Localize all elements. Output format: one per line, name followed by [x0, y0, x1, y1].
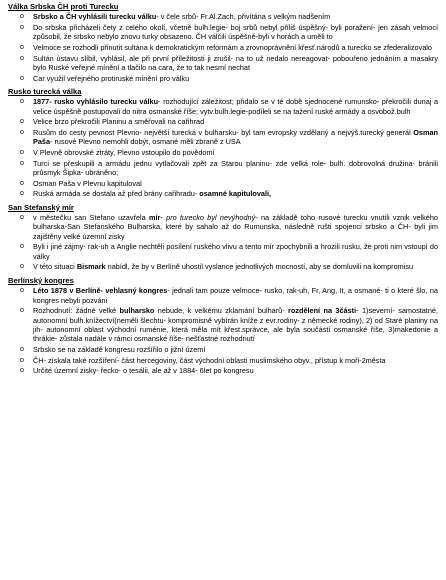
italic-text: pro turecko byl nevýhodný — [166, 213, 256, 222]
text-run: Velmoce se rozhodli přinutit sultána k demokratickým reformám a zrovnoprávnění křesť.národů a turecko se zfederalizovalo — [33, 43, 432, 52]
text-run: nebude, k velkému zklamání bulharů- — [154, 306, 289, 316]
bullet-item — [8, 117, 438, 126]
text-run: Určité územní zisky- řecko- o tesálii, ale až v 1884- 6let po kongresu — [33, 366, 254, 376]
bold-text: osamné kapitulovali, — [199, 189, 272, 199]
bullet-item — [8, 306, 438, 344]
text-run: V Plevně obrovské ztráty, Plevno vstoupilo do povědomí — [33, 148, 215, 157]
bullet-item — [8, 286, 438, 305]
bullet-item — [8, 345, 438, 354]
text-run: Osman Paša v Plevnu kapituloval — [33, 178, 142, 188]
bold-text: Léto 1878 v Berlíně- vehlasný kongres — [33, 286, 168, 296]
text-run: Do srbska přicházeli čety z celého okolí, včetně bulh.legie- boj srbů nebyl příliš úspěšný- byli poražení- jen zásah velmocí způsobil, že srbsko nebylo znovu turky obsazeno. ČH válčili úspěšně-byli v horách a uměli to — [33, 23, 438, 42]
bold-text: Osman Paša — [33, 128, 438, 147]
bold-text: bulharsko — [119, 306, 155, 316]
bullet-item — [8, 159, 438, 178]
text-run: Rusům do cesty pevnost Plevno- největší turecká v bulharsku- byl tam evropsky vzdělaný a nejvýš.turecký generál — [33, 128, 414, 137]
text-run: - rusové Plevno nemohli dobýt, osmané měli zbraně z USA — [50, 137, 241, 147]
text-run: V této situaci — [33, 262, 77, 272]
bullet-item — [8, 54, 438, 73]
section-heading: San Stefanský mír — [8, 202, 74, 212]
section — [8, 87, 438, 199]
text-run: ČH- získala také rozšíření- část hercegoviny, část východní oblasti muslimského obyv., přístup k moři-2města — [33, 355, 386, 365]
bullet-item — [8, 213, 438, 241]
text-run: - jednali tam pouze velmoce- rusko, rak-uh, Fr, Ang, It, a osmané- ti o které šlo, na kongres nebyli pozváni — [33, 286, 438, 305]
text-run: Rozhodnutí: žádné velké — [33, 306, 120, 316]
text-run: Byli i jiné zájmy- rak-uh a Anglie nechtěli posílení ruského vlivu a tento mír zpochybnili a hrozili rusku, že proti nim vstoupí do války — [33, 242, 438, 261]
bullet-item — [8, 128, 438, 147]
bold-text: Bismark — [76, 262, 106, 272]
text-run: - — [160, 213, 167, 222]
bullet-item — [8, 366, 438, 375]
section — [8, 2, 438, 83]
text-run: - 1)severní- samostatné, autonomní bulh.knížectví(neměli šlechtu- kompromisně vybírán kníže z evr.rodiny- z německé rodiny), 2) od Staré planiny na jih- autonomní oblast východní ruménie, která měla mít křest.správce, ale byla součástí osmanské říše, 3)makedonie a thrákie- zůstala nadále v rámci osmanské říše- nešťastné rozhodnutí — [33, 306, 438, 344]
section-heading: Rusko turecká válka — [8, 87, 82, 96]
section — [8, 276, 438, 376]
bullet-list — [8, 12, 438, 83]
text-run: Car využil veřejného protiruské mínění pro válku — [33, 73, 190, 83]
bullet-item — [8, 242, 438, 261]
bullet-item — [8, 262, 438, 271]
bold-text: 1877- rusko vyhlásilo turecku válku — [33, 97, 159, 107]
bullet-item — [8, 97, 438, 116]
bold-text: mír — [149, 213, 161, 222]
bullet-list — [8, 213, 438, 272]
text-run: v městečku san Stefano uzavřela — [33, 213, 150, 222]
text-run: - rozhodující záležitost; přidalo se v té době sjednocené rumunsko- překročili dunaj a velice úspěšně postupovali do nitra osmanské říše; vytv.bulh.legie-podíleli se na tažení ruské armády a osvobož.bulh — [33, 97, 439, 116]
section-heading: Berlínský kongres — [8, 275, 74, 285]
section — [8, 203, 438, 272]
bullet-list — [8, 286, 438, 375]
bullet-item — [8, 74, 438, 83]
bold-text: Srbsko a ČH vyhlásili turecku válku — [33, 12, 157, 22]
text-run: - na základě toho rusové turecku vnutili vznik velkého bulharska-San Stefanského Bulharska, které by sahalo až do Rumunska, následně rušti spojenci srbsko a ČH- byli jim zajištěny velké územní zisky — [33, 213, 438, 241]
bold-text: rozdělení na 3části — [288, 306, 357, 316]
text-run: - v čele srbů- Fr.Al.Zach, přivítána s velkým nadšením — [156, 12, 331, 22]
text-run: Turci se přeskupili a armádu jednu vytlačovali zpět za Starou planinu- zde velká role- bulh. dobrovolná družina- bránili průsmyk Šipka- ubráněno; — [33, 158, 438, 177]
bullet-item — [8, 43, 438, 52]
text-run: Ruská armáda se dostala až před brány cařihradu- — [33, 189, 200, 199]
bullet-item — [8, 23, 438, 42]
bullet-list — [8, 97, 438, 198]
bullet-item — [8, 12, 438, 21]
text-run: Srbsko se na základě kongresu rozšířilo o jižní území — [33, 345, 206, 355]
text-run: nabídl, že by v Berlíně uhostil vyslance jednotlivých mocností, aby se domluvili na kompromisu — [105, 262, 414, 272]
text-run: Velice brzo překročili Planinu a směřovali na cařihrad — [33, 117, 205, 127]
bullet-item — [8, 179, 438, 188]
bullet-item — [8, 189, 438, 198]
section-heading: Válka Srbska ČH proti Turecku — [8, 2, 119, 11]
bullet-item — [8, 148, 438, 157]
bullet-item — [8, 356, 438, 365]
text-run: Sultán ústavu slíbil, vyhlásil, ale při první příležitosti ji zrušil- na to už nedalo nereagovat- pobouřeno jednáním a masakry bylo Ruské veřejné mínění a tlačilo na cara, že to tak nesmí nechat — [33, 53, 438, 72]
